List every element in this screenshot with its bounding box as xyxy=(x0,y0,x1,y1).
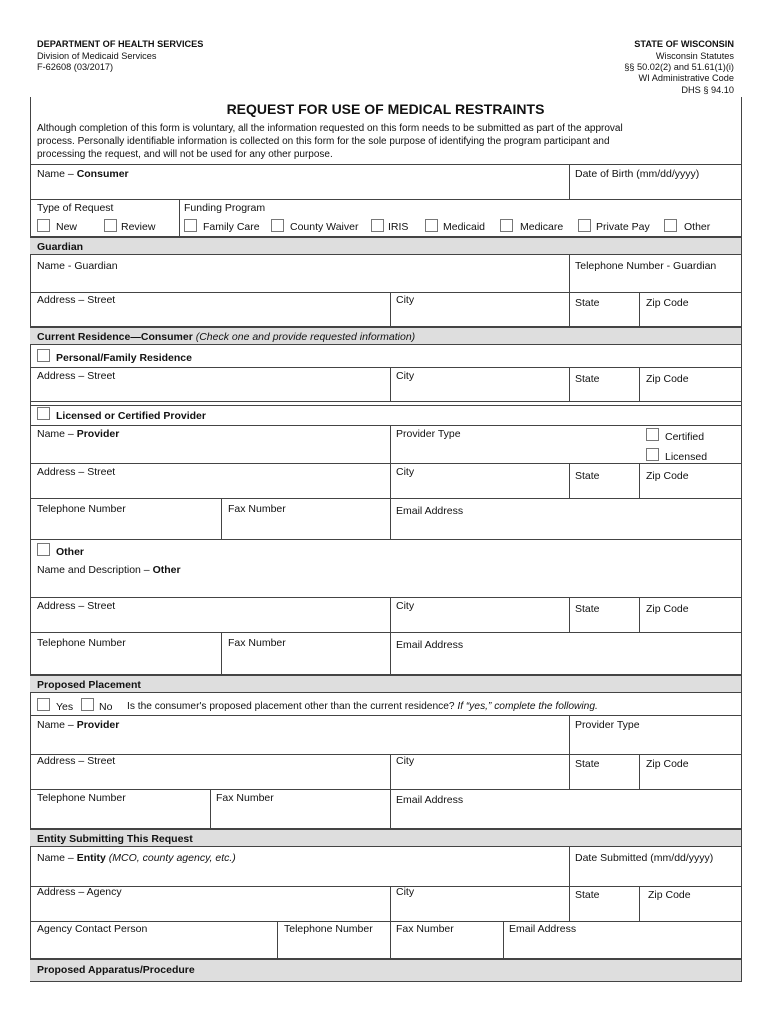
other-funding-label: Other xyxy=(684,221,711,233)
form-number: F-62608 (03/2017) xyxy=(37,62,114,72)
other-zip-label[interactable]: Zip Code xyxy=(646,603,689,615)
residence-street-label[interactable]: Address – Street xyxy=(37,370,116,382)
placement-phone-label[interactable]: Telephone Number xyxy=(37,792,126,804)
placement-street-label[interactable]: Address – Street xyxy=(37,755,116,767)
other-phone-label[interactable]: Telephone Number xyxy=(37,637,126,649)
guardian-city-label[interactable]: City xyxy=(396,294,415,306)
licensed-checkbox[interactable] xyxy=(646,448,659,461)
certified-label: Certified xyxy=(665,431,705,443)
placement-provider-type-label[interactable]: Provider Type xyxy=(575,719,640,731)
licensed-provider-label: Licensed or Certified Provider xyxy=(56,410,206,422)
request-type-label: Type of Request xyxy=(37,202,114,214)
dhs-ref: DHS § 94.10 xyxy=(681,85,734,95)
provider-phone-label[interactable]: Telephone Number xyxy=(37,503,126,515)
agency-city-label[interactable]: City xyxy=(396,886,415,898)
county-waiver-label: County Waiver xyxy=(290,221,359,233)
other-funding-checkbox[interactable] xyxy=(664,219,677,232)
guardian-zip-label[interactable]: Zip Code xyxy=(646,297,689,309)
funding-program-label: Funding Program xyxy=(184,202,266,214)
family-care-checkbox[interactable] xyxy=(184,219,197,232)
agency-phone-label[interactable]: Telephone Number xyxy=(284,923,373,935)
provider-name-label[interactable]: Name – Provider xyxy=(37,428,120,440)
review-label: Review xyxy=(121,221,156,233)
agency-zip-label[interactable]: Zip Code xyxy=(648,889,691,901)
placement-yes-checkbox[interactable] xyxy=(37,698,50,711)
placement-city-label[interactable]: City xyxy=(396,755,415,767)
certified-checkbox[interactable] xyxy=(646,428,659,441)
placement-section-title: Proposed Placement xyxy=(37,679,141,691)
agency-state-label[interactable]: State xyxy=(575,889,600,901)
placement-state-label[interactable]: State xyxy=(575,758,600,770)
residence-zip-label[interactable]: Zip Code xyxy=(646,373,689,385)
department-name: DEPARTMENT OF HEALTH SERVICES xyxy=(37,39,204,49)
placement-fax-label[interactable]: Fax Number xyxy=(216,792,274,804)
date-submitted-label[interactable]: Date Submitted (mm/dd/yyyy) xyxy=(575,852,714,864)
placement-question: Is the consumer's proposed placement other than the current residence? If “yes,” complete the following. xyxy=(127,701,598,712)
consumer-name-label[interactable]: Name – Consumer xyxy=(37,168,129,180)
intro-line-3: processing the request, and will not be used for any other purpose. xyxy=(37,149,333,160)
agency-email-label[interactable]: Email Address xyxy=(509,923,577,935)
licensed-label: Licensed xyxy=(665,451,708,463)
divider xyxy=(30,164,742,165)
provider-state-label[interactable]: State xyxy=(575,470,600,482)
statutes-label: Wisconsin Statutes xyxy=(655,51,734,61)
placement-yes-label: Yes xyxy=(56,701,74,713)
provider-type-label[interactable]: Provider Type xyxy=(396,428,461,440)
agency-contact-label[interactable]: Agency Contact Person xyxy=(37,923,148,935)
medicare-checkbox[interactable] xyxy=(500,219,513,232)
apparatus-section-title: Proposed Apparatus/Procedure xyxy=(37,964,195,976)
residence-section-title: Current Residence—Consumer (Check one and provide requested information) xyxy=(37,331,416,343)
statute-refs: §§ 50.02(2) and 51.61(1)(i) xyxy=(624,62,734,72)
state-name: STATE OF WISCONSIN xyxy=(634,39,734,49)
division-name: Division of Medicaid Services xyxy=(37,51,157,61)
admin-code: WI Administrative Code xyxy=(638,73,734,83)
dob-label[interactable]: Date of Birth (mm/dd/yyyy) xyxy=(575,168,700,180)
guardian-state-label[interactable]: State xyxy=(575,297,600,309)
agency-address-label[interactable]: Address – Agency xyxy=(37,886,122,898)
guardian-section-header xyxy=(30,236,741,255)
medicare-label: Medicare xyxy=(520,221,564,233)
placement-no-checkbox[interactable] xyxy=(81,698,94,711)
licensed-provider-checkbox[interactable] xyxy=(37,407,50,420)
iris-checkbox[interactable] xyxy=(371,219,384,232)
provider-zip-label[interactable]: Zip Code xyxy=(646,470,689,482)
family-care-label: Family Care xyxy=(203,221,260,233)
entity-section-title: Entity Submitting This Request xyxy=(37,833,193,845)
form-title: REQUEST FOR USE OF MEDICAL RESTRAINTS xyxy=(226,101,545,117)
other-city-label[interactable]: City xyxy=(396,600,415,612)
provider-email-label[interactable]: Email Address xyxy=(396,505,464,517)
guardian-street-label[interactable]: Address – Street xyxy=(37,294,116,306)
new-label: New xyxy=(56,221,78,233)
medicaid-label: Medicaid xyxy=(443,221,486,233)
private-pay-label: Private Pay xyxy=(596,221,650,233)
placement-zip-label[interactable]: Zip Code xyxy=(646,758,689,770)
residence-city-label[interactable]: City xyxy=(396,370,415,382)
other-residence-checkbox[interactable] xyxy=(37,543,50,556)
guardian-phone-label[interactable]: Telephone Number - Guardian xyxy=(575,260,717,272)
provider-city-label[interactable]: City xyxy=(396,466,415,478)
provider-street-label[interactable]: Address – Street xyxy=(37,466,116,478)
other-state-label[interactable]: State xyxy=(575,603,600,615)
other-name-label[interactable]: Name and Description – Other xyxy=(37,564,181,576)
placement-email-label[interactable]: Email Address xyxy=(396,794,464,806)
guardian-section-title: Guardian xyxy=(37,241,84,253)
placement-provider-name-label[interactable]: Name – Provider xyxy=(37,719,120,731)
other-email-label[interactable]: Email Address xyxy=(396,639,464,651)
personal-residence-label: Personal/Family Residence xyxy=(56,352,192,364)
medicaid-checkbox[interactable] xyxy=(425,219,438,232)
intro-line-1: Although completion of this form is voluntary, all the information requested on this form needs to be submitted as part of the approval xyxy=(37,123,623,134)
review-checkbox[interactable] xyxy=(104,219,117,232)
other-street-label[interactable]: Address – Street xyxy=(37,600,116,612)
personal-residence-checkbox[interactable] xyxy=(37,349,50,362)
agency-fax-label[interactable]: Fax Number xyxy=(396,923,454,935)
private-pay-checkbox[interactable] xyxy=(578,219,591,232)
guardian-name-label[interactable]: Name - Guardian xyxy=(37,260,118,272)
other-residence-label: Other xyxy=(56,546,85,558)
intro-line-2: process. Personally identifiable information is collected on this form for the sole purpose of identifying the program participant and xyxy=(37,136,610,147)
county-waiver-checkbox[interactable] xyxy=(271,219,284,232)
iris-label: IRIS xyxy=(388,221,409,233)
other-fax-label[interactable]: Fax Number xyxy=(228,637,286,649)
entity-name-label[interactable]: Name – Entity (MCO, county agency, etc.) xyxy=(37,852,236,864)
residence-state-label[interactable]: State xyxy=(575,373,600,385)
placement-no-label: No xyxy=(99,701,113,713)
provider-fax-label[interactable]: Fax Number xyxy=(228,503,286,515)
new-checkbox[interactable] xyxy=(37,219,50,232)
